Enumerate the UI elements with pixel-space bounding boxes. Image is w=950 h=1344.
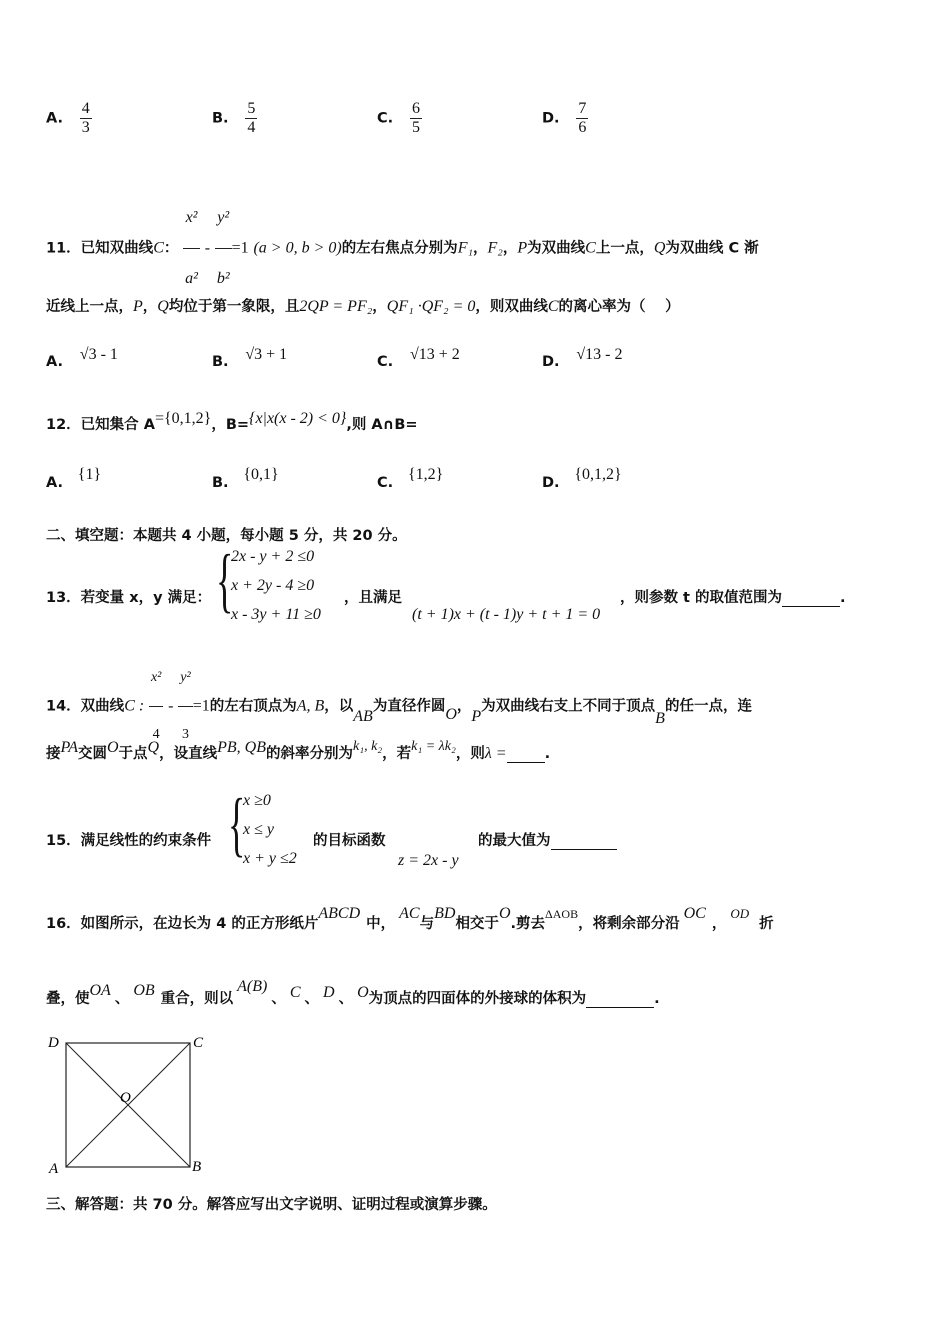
q11-option-b: B. √3 + 1 xyxy=(212,346,288,370)
q14-fraction-y: $\frac{\text{y²}}{3}$ xyxy=(178,650,192,763)
q15-mid: 的目标函数 xyxy=(313,833,386,849)
vertex-label-b: B xyxy=(192,1159,202,1175)
q12-line: 12．已知集合 A={0,1,2}，B={x|x(x - 2) < 0},则 A∩B= xyxy=(46,410,418,433)
q14-line2: 接PA交圆O于点Q，设直线PB, QB的斜率分别为k₁, k₂，若k₁ = λk₂，则λ = . xyxy=(46,739,551,762)
q10-option-c-fraction: $\frac{6}{5}$ xyxy=(411,100,420,136)
q15-suffix: 的最大值为 xyxy=(478,829,617,850)
q12-option-a: A. {1} xyxy=(46,466,102,491)
q13-prefix: 13．若变量 x，y 满足： xyxy=(46,590,212,606)
answer-blank[interactable] xyxy=(551,831,617,850)
q13-suffix: ，则参数 t 的取值范围为 . xyxy=(620,590,846,606)
q16-line2: 叠，使OA 、 OB 重合，则以A(B)、 C 、 D 、 O为顶点的四面体的外接球的体积为 . xyxy=(46,978,660,1007)
q11-option-a: A. √3 - 1 xyxy=(46,346,118,370)
center-label-o: O xyxy=(120,1090,131,1106)
section-3-heading: 三、解答题：共 70 分。解答应写出文字说明、证明过程或演算步骤。 xyxy=(46,1197,497,1213)
q10-option-d: D. $\frac{7}{6}$ xyxy=(542,100,587,136)
q10-option-d-fraction: $\frac{7}{6}$ xyxy=(578,100,587,136)
answer-blank[interactable] xyxy=(586,989,654,1008)
q15-prefix: 15．满足线性的约束条件 xyxy=(46,833,212,849)
vertex-label-d: D xyxy=(48,1035,59,1051)
answer-blank[interactable] xyxy=(782,588,840,607)
q11-fraction-x: $\frac{\text{x²}}{\text{a²}}$ xyxy=(183,188,200,309)
answer-blank[interactable] xyxy=(507,744,545,763)
q10-option-a: A. $\frac{4}{3}$ xyxy=(46,100,90,136)
q14-fraction-x: $\frac{\text{x²}}{4}$ xyxy=(149,650,163,763)
q12-option-b: B. {0,1} xyxy=(212,466,279,491)
q11-option-d: D. √13 - 2 xyxy=(542,346,623,370)
q14-line1: 14．双曲线C : $\frac{\text{x²}}{4}$ - $\frac{\text{y²}}{3}$ =1的左右顶点为A, B，以AB为直径作圆O，P为双曲线右支上不同于顶点B的任一点，连 xyxy=(46,650,752,763)
left-brace-icon: { xyxy=(228,784,246,864)
q12-option-c: C. {1,2} xyxy=(377,466,444,491)
q10-option-a-fraction: $\frac{4}{3}$ xyxy=(81,100,90,136)
q13-equation: (t + 1)x + (t - 1)y + t + 1 = 0 xyxy=(412,606,601,623)
vertex-label-a: A xyxy=(49,1161,59,1177)
q15-function: z = 2x - y xyxy=(398,852,459,869)
q10-option-b: B. $\frac{5}{4}$ xyxy=(212,100,256,136)
q12-option-d: D. {0,1,2} xyxy=(542,466,622,491)
q13-mid: ，且满足 xyxy=(344,590,402,606)
left-brace-icon: { xyxy=(216,540,234,620)
q10-option-b-fraction: $\frac{5}{4}$ xyxy=(247,100,256,136)
section-2-heading: 二、填空题：本题共 4 小题，每小题 5 分，共 20 分。 xyxy=(46,528,407,544)
square-figure xyxy=(44,1030,214,1180)
vertex-label-c: C xyxy=(193,1035,204,1051)
q11-fraction-y: $\frac{\text{y²}}{\text{b²}}$ xyxy=(215,188,232,309)
q11-line2: 近线上一点，P，Q均位于第一象限，且2QP = PF₂，QF₁ ·QF₂ = 0，则双曲线C的离心率为（ ） xyxy=(46,298,680,315)
q11-option-c: C. √13 + 2 xyxy=(377,346,460,370)
q16-line1: 16．如图所示，在边长为 4 的正方形纸片ABCD中，AC与BD相交于O.剪去$^{\Delta AOB}$，将剩余部分沿OC，OD折 xyxy=(46,905,774,932)
q10-option-c: C. $\frac{6}{5}$ xyxy=(377,100,420,136)
q11-line1: 11．已知双曲线C： $\frac{\text{x²}}{\text{a²}}$ - $\frac{\text{y²}}{\text{b²}}$ =1 (a > 0, b > 0)的左右焦点分别为F₁，F₂，P为双曲线C上一点，Q为双曲线 C 渐 xyxy=(46,188,759,309)
